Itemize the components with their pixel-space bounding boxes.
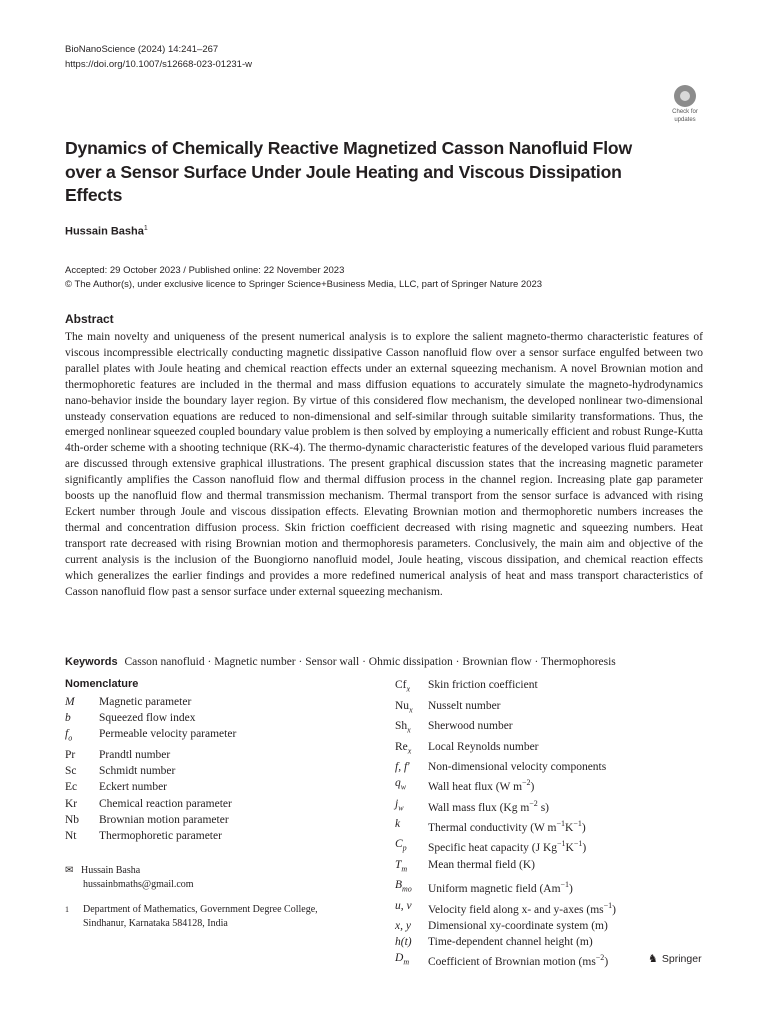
unit-exponent: −2 (522, 778, 531, 788)
nomenclature-symbol (395, 796, 428, 817)
symbol-subscript: w (400, 782, 407, 792)
unit-exponent: −1 (560, 880, 570, 890)
nomenclature-row (395, 877, 616, 898)
nomenclature-row (65, 763, 236, 779)
nomenclature-description: Permeable velocity parameter (99, 728, 237, 741)
nomenclature-description: Velocity field along x- and y-axes $(ms^{-1})$ (428, 900, 617, 916)
symbol-subscript: m (401, 864, 408, 874)
nomenclature-description: Time-dependent channel height (m) (428, 935, 593, 948)
symbol-base: Cf (395, 679, 407, 691)
nomenclature-description: Mean thermal field (K) (428, 858, 535, 871)
nomenclature-description: Uniform magnetic field $(Am^{-1})$ (428, 880, 573, 896)
nomenclature-symbol (395, 836, 428, 857)
symbol-base: h(t) (395, 935, 412, 948)
doi-link[interactable]: https://doi.org/10.1007/s12668-023-01231-w (65, 59, 252, 70)
unit-exponent: −2 (595, 953, 605, 963)
unit-exponent: −1 (556, 819, 566, 829)
nomenclature-row (395, 775, 616, 796)
affiliation-line1: Department of Mathematics, Government Degree College, (83, 904, 318, 915)
nomenclature-row (395, 836, 616, 857)
nomenclature-description: Brownian motion parameter (99, 813, 229, 826)
accepted-published: Accepted: 29 October 2023 / Published online: 22 November 2023 (65, 265, 345, 276)
symbol-base: Sc (65, 765, 77, 778)
nomenclature-symbol (395, 857, 428, 878)
envelope-icon: ✉ (65, 865, 74, 876)
nomenclature-symbol (65, 796, 99, 812)
nomenclature-row (395, 698, 616, 719)
symbol-base: x, y (395, 919, 411, 932)
journal-citation: BioNanoScience (2024) 14:241–267 (65, 44, 219, 55)
nomenclature-symbol (395, 698, 428, 719)
nomenclature-symbol (395, 934, 428, 950)
nomenclature-symbol (395, 677, 428, 698)
nomenclature-description: Skin friction coefficient (428, 679, 538, 691)
nomenclature-row (395, 857, 616, 878)
symbol-subscript: p (402, 843, 407, 853)
nomenclature-heading: Nomenclature (65, 678, 139, 690)
keywords (65, 654, 705, 670)
nomenclature-description: Squeezed flow index (99, 712, 196, 725)
symbol-base: Nt (65, 829, 77, 842)
nomenclature-left-column (65, 694, 236, 844)
nomenclature-row (65, 828, 236, 844)
unit-exponent: −1 (573, 819, 582, 829)
nomenclature-symbol (395, 816, 428, 836)
symbol-base: Ec (65, 781, 78, 794)
symbol-subscript: mo (402, 884, 412, 894)
symbol-subscript: m (403, 957, 410, 967)
nomenclature-description: Coefficient of Brownian motion $(ms^{-2})$ (428, 953, 609, 968)
nomenclature-row (395, 796, 616, 817)
nomenclature-row (395, 739, 616, 760)
symbol-base: f, f′ (395, 761, 410, 773)
nomenclature-symbol (395, 918, 428, 934)
symbol-base: f (65, 728, 69, 741)
nomenclature-row (395, 759, 616, 775)
nomenclature-symbol (65, 726, 99, 747)
nomenclature-description: Magnetic parameter (99, 696, 192, 708)
nomenclature-description: Nusselt number (428, 699, 501, 712)
nomenclature-description: Schmidt number (99, 765, 176, 778)
publisher-mark (648, 952, 702, 965)
symbol-base: B (395, 879, 403, 892)
nomenclature-description: Sherwood number (428, 720, 513, 732)
unit-exponent: −1 (557, 839, 566, 849)
symbol-base: Re (395, 740, 408, 753)
nomenclature-row (395, 677, 616, 698)
symbol-base: Nb (65, 813, 80, 826)
symbol-subscript: x (407, 725, 411, 735)
badge-line1: Check for (672, 109, 698, 115)
symbol-subscript: w (398, 803, 404, 812)
nomenclature-description: Thermal conductivity (W $m^{-1}K^{-1}$) (428, 819, 586, 835)
nomenclature-description: Local Reynolds number (428, 740, 539, 753)
symbol-base: u, v (395, 899, 412, 912)
nomenclature-symbol (65, 779, 99, 795)
keywords-label: Keywords (65, 656, 118, 668)
nomenclature-symbol (395, 775, 428, 796)
nomenclature-description: Wall heat flux (W $m^{-2}$) (428, 778, 535, 794)
symbol-subscript: x (406, 684, 411, 694)
nomenclature-row (395, 816, 616, 836)
unit-exponent: −1 (603, 900, 613, 910)
nomenclature-symbol (65, 828, 99, 844)
corr-email[interactable]: hussainbmaths@gmail.com (83, 879, 194, 890)
nomenclature-description: Eckert number (99, 781, 168, 794)
nomenclature-row (395, 934, 616, 950)
nomenclature-symbol (395, 877, 428, 898)
affiliation-line2: Sindhanur, Karnataka 584128, India (83, 917, 228, 929)
author-affil-mark: 1 (143, 225, 148, 232)
symbol-base: M (65, 696, 75, 708)
nomenclature-symbol (395, 898, 428, 918)
abstract-text: The main novelty and uniqueness of the present numerical analysis is to explore the salient magneto-thermo characteristic features of viscous incompressible electrically conducting magnetic dissipative Casson nanofluid flow over a sensor surface engulfed between two parallel plates with Joule heating and chemical reaction effects under an external squeezing mechanism. A novel Brownian motion and thermophoretic features are included in the thermal and mass diffusion equations to accurately simulate the magneto-hydrodynamics nano-behavior inside the boundary layer region. By virtue of this considered flow mechanism, the developed nonlinear two-dimensional unsteady conservation equations are reduced to non-dimensional and self-similar through suitable similarity transformations. Thus, the emerged nonlinear squeezed coupled boundary value problem is then solved by employing a numerically efficient and robust Runge-Kutta 4th-order scheme with a shooting technique (RK-4). The thermo-dynamic characteristic features of the developed various fluid parameters are discussed through extensive graphical illustrations. The present graphical discussion states that the increasing magnetic parameter significantly amplifies the Casson nanofluid flow and thermal diffusion process in the channel region. Increasing plate gap parameter boosts up the nanofluid flow and thermal transmission mechanism. Thermal transport from the sensor surface is advanced with rising Eckert number through Joule and viscous dissipation effects. Elevating Brownian motion and thermophoretic numbers increases the thermal and concentration diffusion process. Skin friction coefficient decreased with rising magnetic and squeezing numbers. Heat transport rate decreased with rising Brownian motion and thermophoresis parameters. Conclusively, the main aim and objective of the current analysis is the inclusion of the Buongiorno nanofluid model, Joule heating, viscous dissipation, and chemical reaction effects which generalizes the earlier findings and provides a more redefined numerical analysis of heat and mass transport characteristics of Casson nanofluid flow past a sensor surface under external squeezing mechanism. (65, 331, 703, 598)
nomenclature-symbol (65, 694, 99, 710)
keywords-list: Casson nanofluid · Magnetic number · Sensor wall · Ohmic dissipation · Brownian flow · Thermophoresis (124, 656, 616, 668)
nomenclature-row (395, 950, 616, 971)
nomenclature-row (65, 812, 236, 828)
symbol-subscript: o (68, 733, 73, 743)
nomenclature-row (395, 898, 616, 918)
nomenclature-row (65, 694, 236, 710)
symbol-base: Kr (65, 797, 78, 810)
nomenclature-symbol (395, 950, 428, 971)
nomenclature-row (65, 796, 236, 812)
unit-exponent: −1 (573, 839, 583, 849)
symbol-base: D (395, 952, 404, 965)
affiliation (65, 903, 365, 930)
symbol-base: j (395, 797, 399, 810)
nomenclature-description: Specific heat capacity (J $Kg^{-1}K^{-1}$) (428, 839, 587, 855)
symbol-base: Nu (395, 699, 410, 712)
symbol-base: C (395, 838, 403, 851)
nomenclature-symbol (395, 739, 428, 760)
nomenclature-right-column (395, 677, 616, 971)
article-title: Dynamics of Chemically Reactive Magnetized Casson Nanofluid Flow over a Sensor Surface Under Joule Heating and Viscous Dissipation Effects (65, 138, 632, 205)
author-name: Hussain Basha (65, 225, 144, 238)
nomenclature-row (395, 718, 616, 739)
springer-horse-icon: ♞ (648, 953, 658, 965)
nomenclature-description: Prandtl number (99, 748, 171, 761)
corr-name: Hussain Basha (81, 865, 141, 876)
badge-line2: updates (674, 117, 696, 123)
symbol-base: k (395, 818, 401, 831)
journal-meta (65, 42, 252, 72)
symbol-base: Pr (65, 748, 76, 761)
copyright-line: © The Author(s), under exclusive licence to Springer Science+Business Media, LLC, part of Springer Nature 2023 (65, 279, 543, 290)
nomenclature-symbol (65, 710, 99, 726)
symbol-subscript: x (409, 704, 413, 714)
nomenclature-row (65, 747, 236, 763)
nomenclature-row (65, 710, 236, 726)
symbol-base: T (395, 858, 402, 871)
nomenclature-row (395, 918, 616, 934)
symbol-base: q (395, 777, 401, 790)
author-line (65, 225, 148, 238)
check-updates-icon (674, 85, 696, 107)
symbol-base: b (65, 712, 71, 725)
nomenclature-row (65, 779, 236, 795)
correspondence (65, 864, 194, 892)
nomenclature-description: Thermophoretic parameter (99, 829, 222, 842)
check-for-updates-badge[interactable] (666, 85, 704, 123)
symbol-base: Sh (395, 720, 408, 732)
nomenclature-description: Dimensional xy-coordinate system (m) (428, 919, 608, 932)
abstract-heading: Abstract (65, 312, 114, 326)
nomenclature-symbol (65, 763, 99, 779)
affiliation-number: 1 (65, 905, 69, 914)
symbol-subscript: x (407, 745, 412, 755)
unit-exponent: −2 (529, 798, 538, 808)
nomenclature-symbol (65, 747, 99, 763)
nomenclature-symbol (395, 718, 428, 739)
nomenclature-row (65, 726, 236, 747)
publication-dates (65, 264, 542, 292)
nomenclature-description: Chemical reaction parameter (99, 797, 232, 810)
publisher-name: Springer (661, 952, 702, 965)
nomenclature-symbol (395, 759, 428, 775)
nomenclature-symbol (65, 812, 99, 828)
nomenclature-description: Wall mass flux (Kg $m^{-2}$ s) (428, 798, 549, 814)
nomenclature-description: Non-dimensional velocity components (428, 761, 607, 773)
